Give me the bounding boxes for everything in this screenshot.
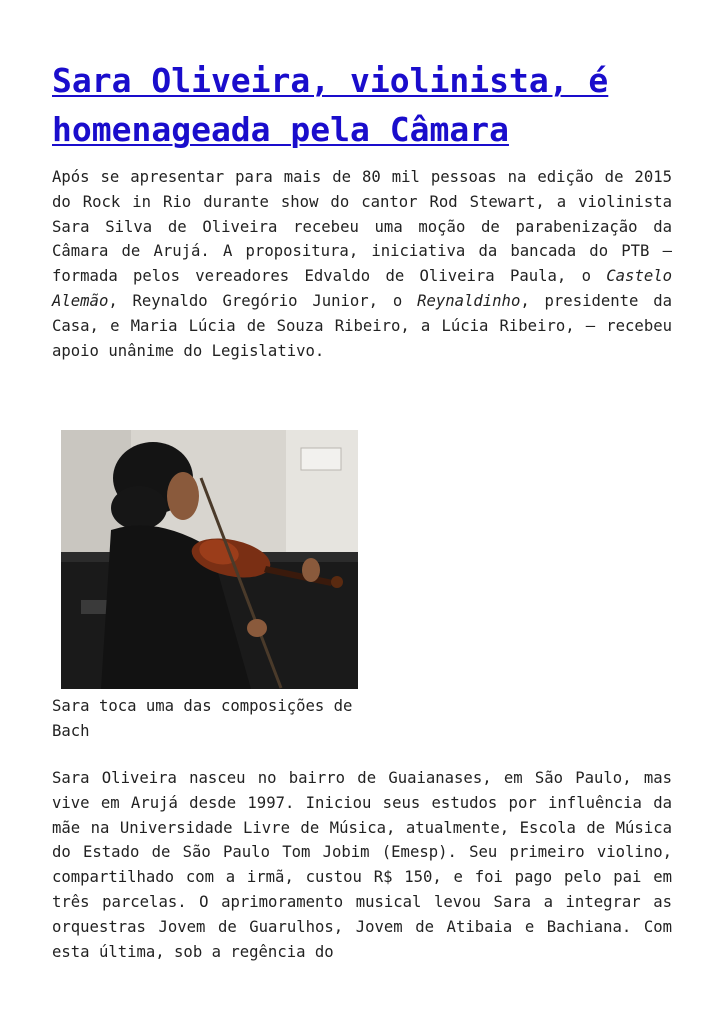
intro-paragraph (52, 165, 672, 363)
violinist-photo (61, 430, 358, 689)
intro-text-1: Após se apresentar para mais de 80 mil pessoas na edição de 2015 do Rock in Rio durante show do cantor Rod Stewart, a violinista Sara Silva de Oliveira recebeu uma moção de parabenização da Câmara de Arujá. A propositura, iniciativa da bancada do PTB – formada pelos vereadores Edvaldo de Oliveira Paula, o (52, 168, 672, 286)
biography-paragraph: Sara Oliveira nasceu no bairro de Guaianases, em São Paulo, mas vive em Arujá desde 1997. Iniciou seus estudos por influência da mãe na Universidade Livre de Música, atualmente, Escola de Música do Estado de São Paulo Tom Jobim (Emesp). Seu primeiro violino, compartilhado com a irmã, custou R$ 150, e foi pago pelo pai em três parcelas. O aprimoramento musical levou Sara a integrar as orquestras Jovem de Guarulhos, Jovem de Atibaia e Bachiana. Com esta última, sob a regência do (52, 769, 672, 961)
intro-nickname-2: Reynaldinho (417, 291, 521, 310)
intro-text-3: , presidente da Casa, e Maria Lúcia de Souza Ribeiro, a Lúcia Ribeiro, – recebeu apoio unânime do Legislativo. (52, 291, 672, 360)
photo-caption: Sara toca uma das composições de Bach (52, 697, 353, 740)
intro-text-2: , Reynaldo Gregório Junior, o (108, 291, 418, 310)
article-title-link[interactable]: Sara Oliveira, violinista, é homenageada pela Câmara (52, 61, 609, 149)
intro-nickname-1: Castelo Alemão (52, 267, 672, 310)
